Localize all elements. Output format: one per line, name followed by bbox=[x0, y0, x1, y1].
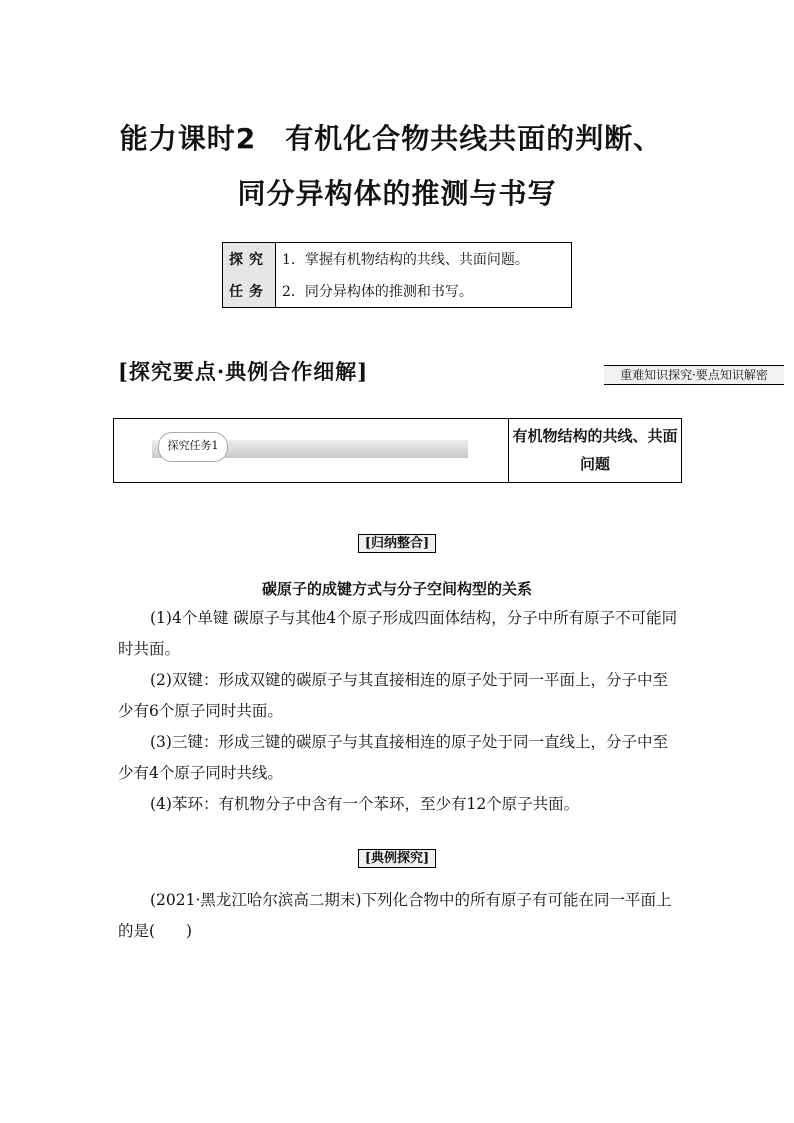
section-tag: 重难知识探究·要点知识解密 bbox=[604, 365, 784, 385]
summary-subtitle: 碳原子的成键方式与分子空间构型的关系 bbox=[261, 580, 532, 598]
summary-tag-wrap bbox=[0, 532, 794, 551]
example-tag-wrap bbox=[0, 847, 794, 866]
goal-item-1: 1．掌握有机物结构的共线、共面问题。 bbox=[282, 252, 529, 268]
summary-item-1: (1)4个单键 碳原子与其他4个原子形成四面体结构，分子中所有原子不可能同时共面。 bbox=[118, 609, 678, 658]
goals-label-bottom: 任务 bbox=[223, 275, 276, 308]
page-title-line2: 同分异构体的推测与书写 bbox=[237, 177, 557, 210]
learning-goals-table bbox=[222, 242, 572, 308]
summary-tag: [归纳整合] bbox=[358, 534, 436, 553]
task-title: 有机物结构的共线、共面问题 bbox=[512, 427, 678, 473]
summary-item-4: (4)苯环：有机物分子中含有一个苯环，至少有12个原子共面。 bbox=[150, 795, 580, 813]
goal-item-2: 2．同分异构体的推测和书写。 bbox=[282, 284, 473, 300]
page-title-line1: 能力课时2 有机化合物共线共面的判断、 bbox=[119, 122, 663, 155]
task-badge: 探究任务1 bbox=[158, 432, 228, 462]
task-banner bbox=[114, 419, 509, 482]
task-header-box bbox=[113, 418, 682, 483]
summary-item-2: (2)双键：形成双键的碳原子与其直接相连的原子处于同一平面上，分子中至少有6个原子同时共面。 bbox=[118, 671, 668, 720]
goals-label-top: 探究 bbox=[223, 243, 276, 276]
example-tag: [典例探究] bbox=[358, 849, 436, 868]
section-heading: [探究要点·典例合作细解] bbox=[118, 359, 369, 384]
summary-item-3: (3)三键：形成三键的碳原子与其直接相连的原子处于同一直线上，分子中至少有4个原子同时共线。 bbox=[118, 733, 668, 782]
example-question: (2021·黑龙江哈尔滨高二期末)下列化合物中的所有原子有可能在同一平面上的是( ) bbox=[118, 891, 672, 940]
